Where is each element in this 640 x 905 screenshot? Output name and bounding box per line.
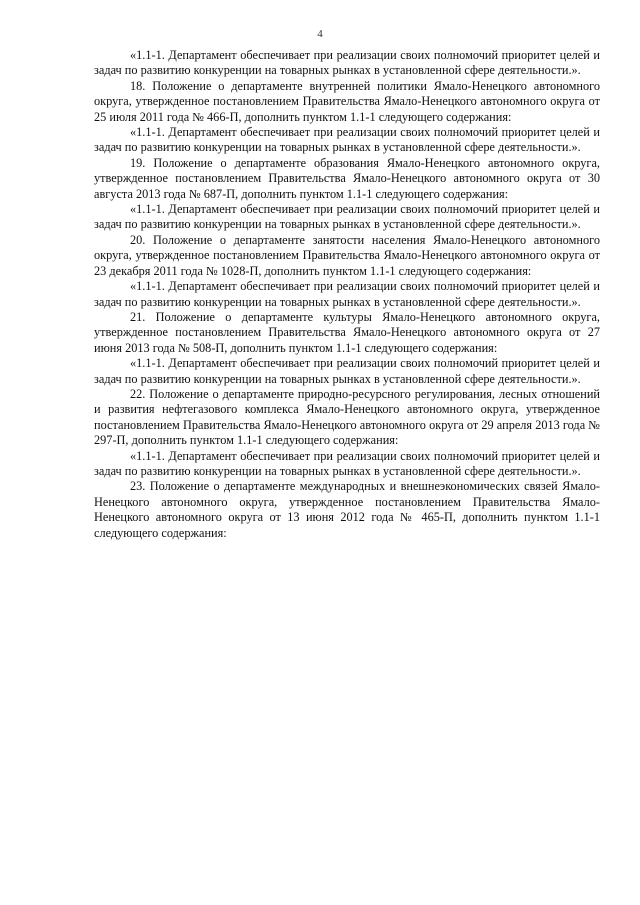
page-number: 4 <box>317 28 323 40</box>
item-19-paragraph: 19. Положение о департаменте образования Ямало-Ненецкого автономного округа, утвержденное постановлением Правительства Ямало-Ненецкого автономного округа от 30 августа 2013 года № 687-П, дополнить пунктом 1.1-1 следующего содержания: <box>94 155 600 201</box>
quote-paragraph: «1.1-1. Департамент обеспечивает при реализации своих полномочий приоритет целей и задач по развитию конкуренции на товарных рынках в установленной сфере деятельности.». <box>94 448 600 478</box>
quote-paragraph: «1.1-1. Департамент обеспечивает при реализации своих полномочий приоритет целей и задач по развитию конкуренции на товарных рынках в установленной сфере деятельности.». <box>94 356 600 386</box>
item-20-paragraph: 20. Положение о департаменте занятости населения Ямало-Ненецкого автономного округа, утвержденное постановлением Правительства Ямало-Ненецкого автономного округа от 23 декабря 2011 года № 1028-П, дополнить пунктом 1.1-1 следующего содержания: <box>94 232 600 278</box>
quote-paragraph: «1.1-1. Департамент обеспечивает при реализации своих полномочий приоритет целей и задач по развитию конкуренции на товарных рынках в установленной сфере деятельности.». <box>94 202 600 232</box>
document-body <box>94 48 600 541</box>
quote-paragraph: «1.1-1. Департамент обеспечивает при реализации своих полномочий приоритет целей и задач по развитию конкуренции на товарных рынках в установленной сфере деятельности.». <box>94 279 600 309</box>
quote-paragraph: «1.1-1. Департамент обеспечивает при реализации своих полномочий приоритет целей и задач по развитию конкуренции на товарных рынках в установленной сфере деятельности.». <box>94 125 600 155</box>
item-22-paragraph: 22. Положение о департаменте природно-ресурсного регулирования, лесных отношений и развития нефтегазового комплекса Ямало-Ненецкого автономного округа, утвержденное постановлением Правительства Ямало-Ненецкого автономного округа от 29 апреля 2013 года № 297-П, дополнить пунктом 1.1-1 следующего содержания: <box>94 386 600 448</box>
item-21-paragraph: 21. Положение о департаменте культуры Ямало-Ненецкого автономного округа, утвержденное постановлением Правительства Ямало-Ненецкого автономного округа от 27 июня 2013 года № 508-П, дополнить пунктом 1.1-1 следующего содержания: <box>94 309 600 355</box>
item-18-paragraph: 18. Положение о департаменте внутренней политики Ямало-Ненецкого автономного округа, утвержденное постановлением Правительства Ямало-Ненецкого автономного округа от 25 июля 2011 года № 466-П, дополнить пунктом 1.1-1 следующего содержания: <box>94 78 600 124</box>
item-23-paragraph: 23. Положение о департаменте международных и внешнеэкономических связей Ямало-Ненецкого автономного округа, утвержденное постановлением Правительства Ямало-Ненецкого автономного округа от 13 июня 2012 года № 465-П, дополнить пунктом 1.1-1 следующего содержания: <box>94 479 600 540</box>
quote-paragraph: «1.1-1. Департамент обеспечивает при реализации своих полномочий приоритет целей и задач по развитию конкуренции на товарных рынках в установленной сфере деятельности.». <box>94 48 600 78</box>
